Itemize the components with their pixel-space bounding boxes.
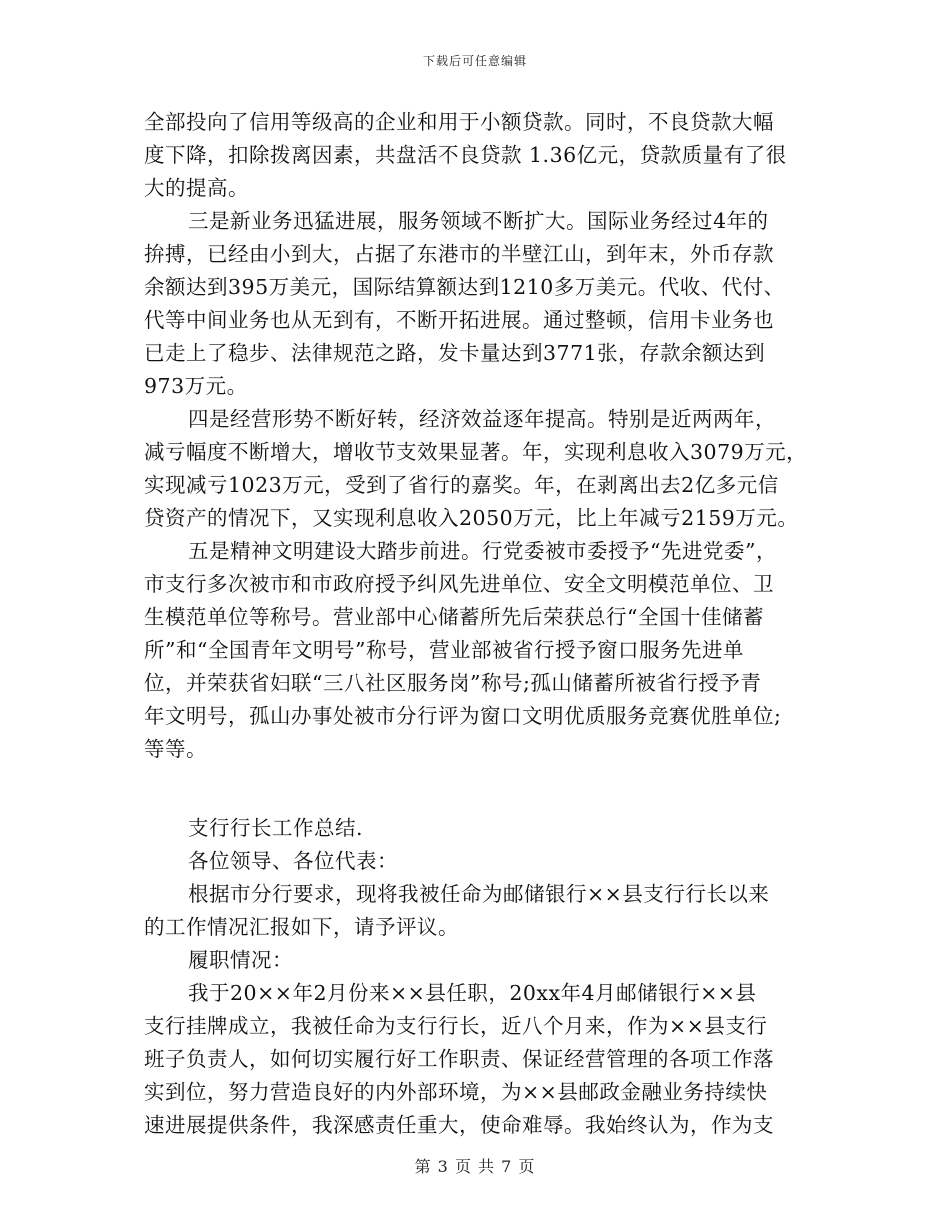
text-line: 全部投向了信用等级高的企业和用于小额贷款。同时，不良贷款大幅 [144,110,774,134]
text-line: 已走上了稳步、法律规范之路，发卡量达到3771张，存款余额达到 [144,341,766,365]
text-line: 速进展提供条件，我深感责任重大，使命难辱。我始终认为，作为支 [144,1113,774,1137]
text-line: 年文明号，孤山办事处被市分行评为窗口文明优质服务竞赛优胜单位; [144,704,782,728]
section-title: 支行行长工作总结. [188,816,364,840]
text-line: 生模范单位等称号。营业部中心储蓄所先后荣获总行“全国十佳储蓄 [144,605,764,629]
page-header: 下载后可任意编辑 [422,54,527,68]
subheading: 履职情况： [188,948,293,972]
text-line: 实现减亏1023万元，受到了省行的嘉奖。年，在剥离出去2亿多元信 [144,473,779,497]
text-line: 实到位，努力营造良好的内外部环境，为××县邮政金融业务持续快 [144,1080,768,1104]
paragraph-continuation [144,106,806,205]
text-line: 减亏幅度不断增大，增收节支效果显著。年，实现利息收入3079万元， [144,440,808,464]
paragraph-business-situation [144,403,806,535]
paragraph-civilization [144,535,806,766]
text-line: 根据市分行要求，现将我被任命为邮储银行××县支行行长以来 [188,882,770,906]
text-line: 等等。 [144,737,207,761]
text-line: 代等中间业务也从无到有，不断开拓进展。通过整顿，信用卡业务也 [144,308,774,332]
salutation: 各位领导、各位代表： [188,849,398,873]
text-line: 位，并荣获省妇联“三八社区服务岗”称号;孤山储蓄所被省行授予青 [144,671,762,695]
paragraph-duty [144,977,806,1142]
text-line: 的工作情况汇报如下，请予评议。 [144,915,459,939]
text-line: 余额达到395万美元，国际结算额达到1210多万美元。代收、代付、 [144,275,785,299]
paragraph-new-business [144,205,806,403]
text-line: 我于20××年2月份来××县任职，20xx年4月邮储银行××县 [188,981,757,1005]
section-gap [144,766,806,812]
text-line: 度下降，扣除拨离因素，共盘活不良贷款 1.36亿元，贷款质量有了很 [144,143,787,167]
text-line: 973万元。 [144,374,248,398]
text-line: 拚搏，已经由小到大，占据了东港市的半壁江山，到年末，外币存款 [144,242,774,266]
text-line: 支行挂牌成立，我被任命为支行行长，近八个月来，作为××县支行 [144,1014,768,1038]
text-line: 三是新业务迅猛进展，服务领域不断扩大。国际业务经过4年的 [188,209,769,233]
text-line: 五是精神文明建设大踏步前进。行党委被市委授予“先进党委”， [188,539,777,563]
page-footer: 第 3 页 共 7 页 [414,1157,536,1176]
document-body [144,106,806,1142]
text-line: 大的提高。 [144,176,249,200]
text-line: 所”和“全国青年文明号”称号，营业部被省行授予窗口服务先进单 [144,638,744,662]
text-line: 市支行多次被市和市政府授予纠风先进单位、安全文明模范单位、卫 [144,572,774,596]
text-line: 四是经营形势不断好转，经济效益逐年提高。特别是近两两年， [188,407,776,431]
text-line: 班子负责人，如何切实履行好工作职责、保证经营管理的各项工作落 [144,1047,774,1071]
paragraph-intro [144,878,806,944]
text-line: 贷资产的情况下，又实现利息收入2050万元，比上年减亏2159万元。 [144,506,799,530]
